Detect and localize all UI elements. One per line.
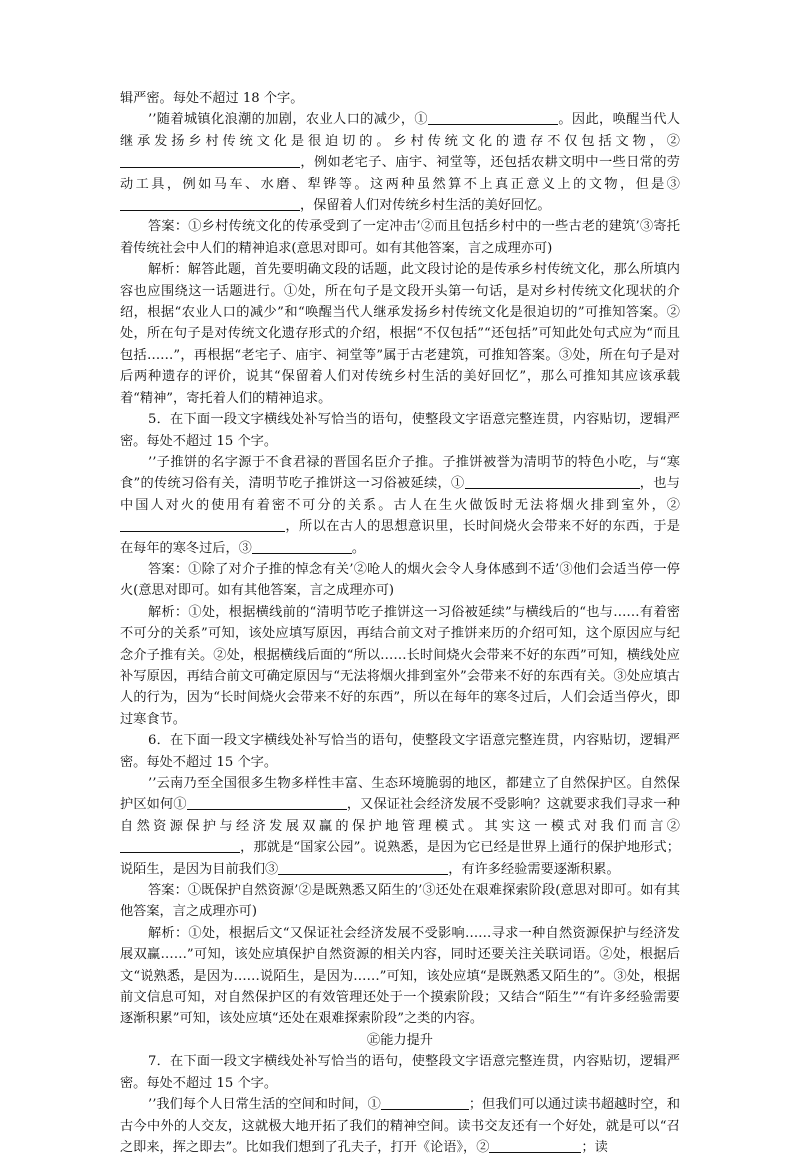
paragraph <box>120 773 680 880</box>
paragraph-text: 答案：①除了对介子推的悼念有关’②呛人的烟火会令人身体感到不适’③他们会适当停一停火(意思对即可。如有其他答案，言之成理亦可) <box>120 561 680 599</box>
fill-in-blank <box>428 110 558 125</box>
fill-in-blank <box>278 860 448 875</box>
fill-in-blank <box>120 517 285 532</box>
paragraph-text: ；读 <box>581 1139 608 1155</box>
paragraph <box>120 409 680 452</box>
paragraph-text: ’’随着城镇化浪潮的加剧，农业人口的减少，① <box>148 112 428 128</box>
paragraph-text: 解析：①处，根据后文“又保证社会经济发展不受影响……寻求一种自然资源保护与经济发展双赢……”可知，该处应填保护自然资源的相关内容，同时还要关注关联词语。②处，根据后文“说熟悉，是因为……说陌生，是因为……”可知，该处应填“是既熟悉又陌生的”。③处，根据前文信息可知，对自然保护区的有效管理还处于一个摸索阶段；又结合“陌生”“有许多经验需要逐渐积累”可知，该处应填“还处在艰难探索阶段”之类的内容。 <box>120 925 680 1027</box>
fill-in-blank <box>120 153 300 168</box>
paragraph-text: 5．在下面一段文字横线处补写恰当的语句，使整段文字语意完整连贯，内容贴切，逻辑严密。每处不超过 15 个字。 <box>120 412 680 449</box>
paragraph-text: 。因此，唤醒当代人继承发扬乡村传统文化是很迫切的。乡村传统文化的遗存不仅包括文物，② <box>120 112 680 149</box>
paragraph-text: 解析：解答此题，首先要明确文段的话题，此文段讨论的是传承乡村传统文化，那么所填内容也应围绕这一话题进行。①处，所在句子是文段开头第一句话，是对乡村传统文化现状的介绍，根据“农业人口的减少”和“唤醒当代人继承发扬乡村传统文化是很迫切的”可推知答案。②处，所在句子是对传统文化遗存形式的介绍，根据“不仅包括”“还包括”可知此处句式应为“而且包括……”，再根据“老宅子、庙宇、祠堂等”属于古老建筑，可推知答案。③处，所在句子是对后两种遗存的评价，说其“保留着人们对传统乡村生活的美好回忆”，那么可推知其应该承载着“精神”，寄托着人们的精神追求。 <box>120 262 680 406</box>
paragraph-text: ’’云南乃至全国很多生物多样性丰富、生态环境脆弱的地区，都建立了自然保护区。自然保护区如何① <box>120 776 680 813</box>
paragraph-text: ’’子推饼的名字源于不食君禄的晋国名臣介子推。子推饼被誉为清明节的特色小吃，与“寒食”的传统习俗有关，清明节吃子推饼这一习俗被延续，① <box>120 454 680 492</box>
paragraph-text: ；但我们可以通过读书超越时空，和古今中外的人交友，这就极大地开拓了我们的精神空间。读书交友还有一个好处，就是可以“召之即来，挥之即去”。比如我们想到了孔夫子，打开《论语》，② <box>120 1097 681 1155</box>
paragraph <box>120 452 680 559</box>
paragraph <box>120 730 680 773</box>
paragraph-text: ，例如老宅子、庙宇、祠堂等，还包括农耕文明中一些日常的劳动工具，例如马车、水磨、犁铧等。这两种虽然算不上真正意义上的文物，但是③ <box>120 155 680 192</box>
fill-in-blank <box>381 1095 469 1110</box>
paragraph-text: 。 <box>351 540 366 556</box>
fill-in-blank <box>252 539 352 554</box>
paragraph <box>120 1030 680 1051</box>
paragraph <box>120 1051 680 1094</box>
paragraph-text: ，所以在古人的思想意识里，长时间烧火会带来不好的东西，于是在每年的寒冬过后，③ <box>120 519 680 556</box>
paragraph-text: 7．在下面一段文字横线处补写恰当的语句，使整段文字语意完整连贯，内容贴切，逻辑严密。每处不超过 15 个字。 <box>120 1054 680 1091</box>
paragraph-text: ，也与中国人对火的使用有着密不可分的关系。古人在生火做饭时无法将烟火排到室外，② <box>120 476 680 513</box>
paragraph-text: 辑严密。每处不超过 18 个字。 <box>120 91 304 106</box>
fill-in-blank <box>120 196 300 211</box>
paragraph <box>120 880 680 923</box>
paragraph <box>120 559 680 602</box>
paragraph-text: ’’我们每个人日常生活的空间和时间，① <box>148 1097 381 1113</box>
fill-in-blank <box>187 795 347 810</box>
paragraph-text: ，那就是“国家公园”。说熟悉，是因为它已经是世界上通行的保护地形式；说陌生，是因为目前我们③ <box>120 840 680 877</box>
paragraph-text: 解析：①处，根据横线前的“清明节吃子推饼这一习俗被延续”与横线后的“也与……有着密不可分的关系”可知，该处应填写原因，再结合前文对子推饼来历的介绍可知，这个原因应与纪念介子推有关。②处，根据横线后面的“所以……长时间烧火会带来不好的东西”可知，横线处应补写原因，再结合前文可确定原因与“无法将烟火排到室外”会带来不好的东西有关。③处应填古人的行为，因为“长时间烧火会带来不好的东西”，所以在每年的寒冬过后，人们会适当停火，即过寒食节。 <box>120 604 680 727</box>
paragraph-text: ，又保证社会经济发展不受影响？这就要求我们寻求一种自然资源保护与经济发展双赢的保护地管理模式。其实这一模式对我们而言② <box>120 797 681 834</box>
fill-in-blank <box>465 474 640 489</box>
paragraph-text: ㊣能力提升 <box>367 1032 433 1048</box>
paragraph-text: ，保留着人们对传统乡村生活的美好回忆。 <box>300 198 551 214</box>
paragraph-text: 答案：①既保护自然资源’②是既熟悉又陌生的’③还处在艰难探索阶段(意思对即可。如有其他答案，言之成理亦可) <box>120 883 680 920</box>
paragraph <box>120 109 680 216</box>
fill-in-blank <box>489 1138 581 1153</box>
paragraph-text: 6．在下面一段文字横线处补写恰当的语句，使整段文字语意完整连贯，内容贴切，逻辑严密。每处不超过 15 个字。 <box>120 733 680 770</box>
paragraph <box>120 923 680 1030</box>
paragraph <box>120 88 680 109</box>
paragraph <box>120 602 680 730</box>
fill-in-blank <box>120 838 240 853</box>
paragraph <box>120 1094 680 1158</box>
paragraph <box>120 259 680 409</box>
paragraph-text: 答案：①乡村传统文化的传承受到了一定冲击’②而且包括乡村中的一些古老的建筑’③寄托着传统社会中人们的精神追求(意思对即可。如有其他答案，言之成理亦可) <box>120 219 680 256</box>
document-page <box>120 88 680 1158</box>
paragraph <box>120 216 680 259</box>
paragraph-text: ，有许多经验需要逐渐积累。 <box>448 861 620 877</box>
